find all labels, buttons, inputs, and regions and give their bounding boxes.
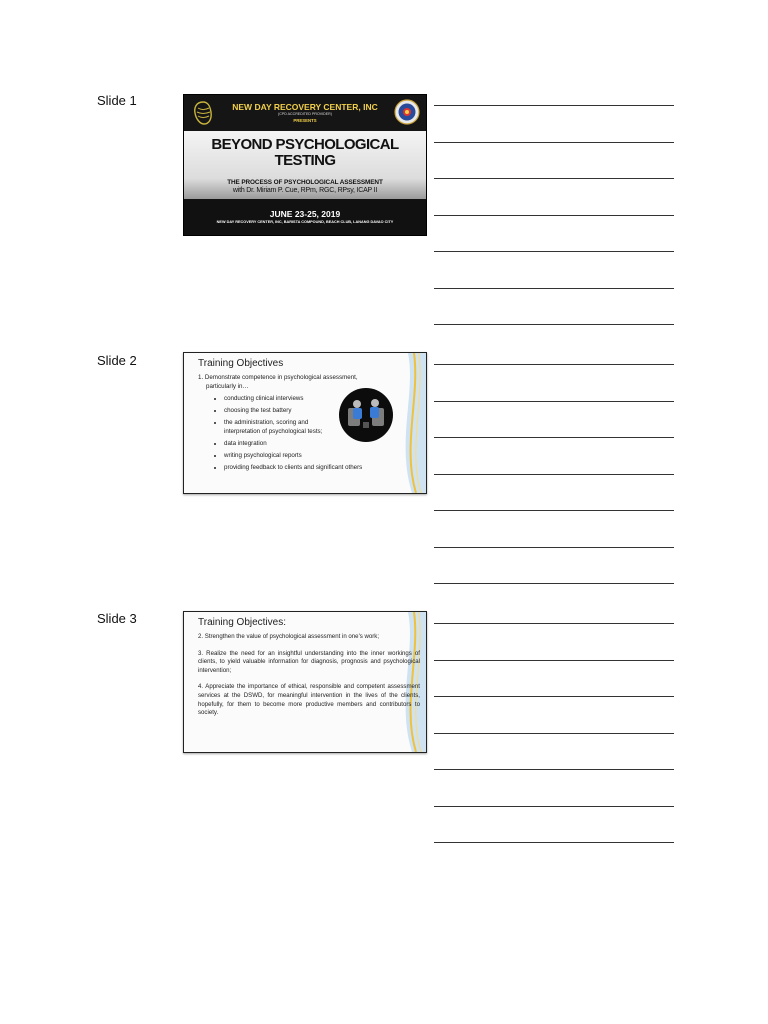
- organizer-name: NEW DAY RECOVERY CENTER, INC: [232, 102, 378, 112]
- slide-3-thumbnail: [183, 611, 427, 753]
- note-line: [434, 105, 674, 106]
- note-line: [434, 401, 674, 402]
- note-line: [434, 251, 674, 252]
- slide-1-thumbnail: [183, 94, 427, 236]
- event-date: JUNE 23-25, 2019: [269, 209, 341, 219]
- objective-2: 2. Strengthen the value of psychological assessment in one's work;: [198, 633, 380, 640]
- note-line: [434, 769, 674, 770]
- note-line: [434, 364, 674, 365]
- slide-2-label: Slide 2: [97, 353, 137, 368]
- presenter-line: with Dr. Miriam P. Cue, RPm, RGC, RPsy, ICAP II: [232, 187, 378, 194]
- objective-1-line-1: 1. Demonstrate competence in psychological assessment,: [198, 374, 358, 381]
- slide-3-heading: Training Objectives:: [198, 617, 286, 628]
- note-line: [434, 623, 674, 624]
- slide-2-body: [198, 374, 362, 474]
- note-line: [434, 547, 674, 548]
- objective-4: 4. Appreciate the importance of ethical, responsible and competent assessment services at the DSWD, for meaningful intervention in the lives of the clients, hopefully, for them to become more productive members and contributors to society.: [198, 683, 420, 717]
- list-item: • the administration, scoring and: [224, 417, 362, 429]
- objective-1-bullet-list: [198, 393, 362, 474]
- note-line: [434, 842, 674, 843]
- note-line: [434, 660, 674, 661]
- list-item: • conducting clinical interviews: [224, 393, 362, 405]
- note-line: [434, 806, 674, 807]
- note-line: [434, 510, 674, 511]
- objective-1-line-2: particularly in…: [206, 382, 249, 390]
- list-item: • providing feedback to clients and significant others: [224, 462, 362, 474]
- slide-2-heading: Training Objectives: [198, 358, 284, 369]
- event-venue: NEW DAY RECOVERY CENTER, INC, BARISTA COMPOUND, BEACH CLUB, LANANG DAVAO CITY: [216, 220, 394, 224]
- note-line: [434, 142, 674, 143]
- note-line: [434, 178, 674, 179]
- note-line: [434, 583, 674, 584]
- slide-1-label: Slide 1: [97, 93, 137, 108]
- slide-2-thumbnail: [183, 352, 427, 494]
- note-line: [434, 288, 674, 289]
- note-line: [434, 324, 674, 325]
- slide-3-label: Slide 3: [97, 611, 137, 626]
- presents-label: PRESENTS: [293, 118, 317, 123]
- slide-1-title: [184, 137, 426, 169]
- note-line: [434, 733, 674, 734]
- organizer-accreditation: (CPD ACCREDITED PROVIDER): [278, 112, 332, 116]
- list-item: interpretation of psychological tests;: [224, 427, 323, 435]
- list-item: • data integration: [224, 438, 362, 450]
- list-item: • writing psychological reports: [224, 450, 362, 462]
- note-line: [434, 437, 674, 438]
- counseling-session-image: [339, 388, 393, 442]
- note-line: [434, 474, 674, 475]
- slide-1-subtitle: THE PROCESS OF PSYCHOLOGICAL ASSESSMENT: [227, 179, 383, 186]
- note-line: [434, 696, 674, 697]
- list-item: • choosing the test battery: [224, 405, 362, 417]
- objective-3: 3. Realize the need for an insightful understanding into the inner workings of clients, to yield valuable information for diagnosis, prognosis and psychological intervention;: [198, 649, 420, 674]
- title-line-1: BEYOND PSYCHOLOGICAL: [211, 136, 399, 153]
- note-line: [434, 215, 674, 216]
- slide-3-body: [198, 633, 420, 726]
- title-line-2: TESTING: [274, 152, 336, 169]
